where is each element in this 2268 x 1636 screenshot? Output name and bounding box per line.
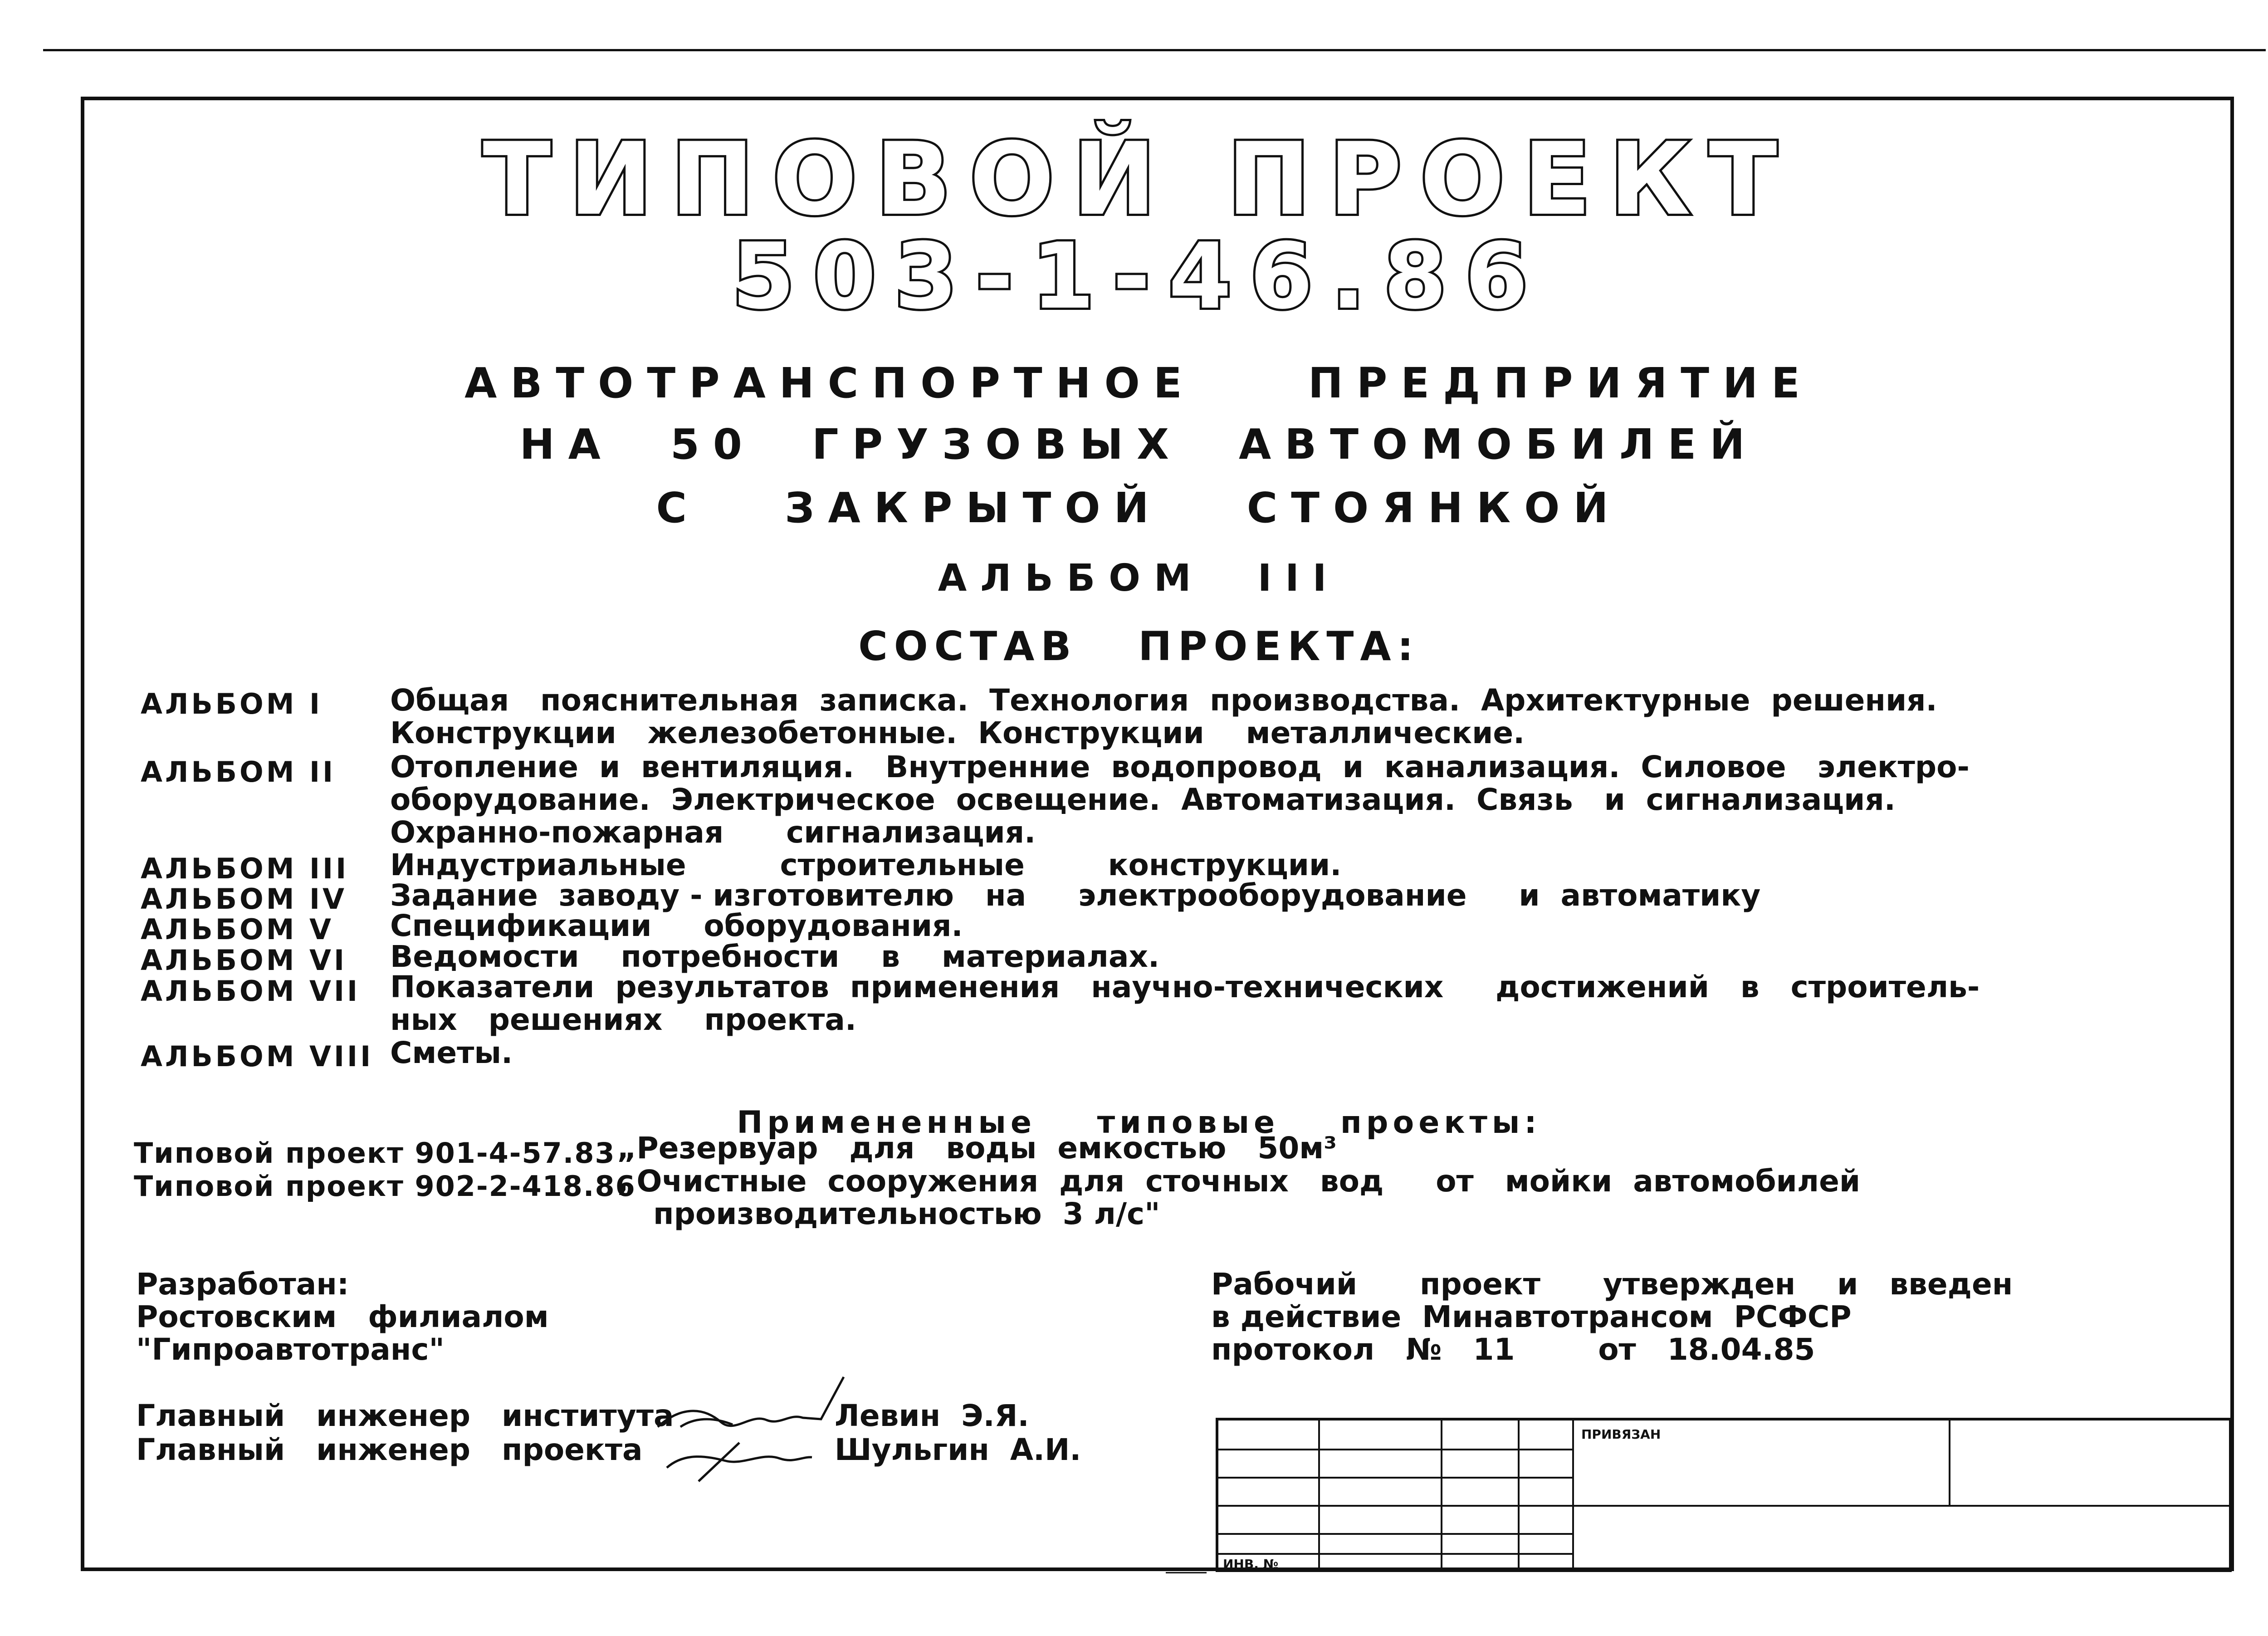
album-label: АЛЬБОМ I: [141, 687, 323, 720]
heading-line-2: НА 50 ГРУЗОВЫХ АВТОМОБИЛЕЙ: [519, 420, 1759, 469]
heading-line-3: С ЗАКРЫТОЙ СТОЯНКОЙ: [656, 484, 1622, 532]
signature-role: Главный инженер института: [136, 1398, 674, 1433]
developer-line: "Гипроавтотранс": [136, 1332, 445, 1367]
album-line: Охранно-пожарная сигнализация.: [390, 815, 1036, 850]
applied-project-label: Типовой проект 901-4-57.83: [134, 1136, 616, 1170]
applied-heading: Примененные типовые проекты:: [737, 1105, 1541, 1141]
developer-line: Разработан:: [136, 1267, 349, 1302]
applied-project-label: Типовой проект 902-2-418.86: [134, 1170, 636, 1203]
heading-album: АЛЬБОМ III: [938, 557, 1340, 600]
album-label: АЛЬБОМ III: [141, 852, 349, 885]
signature-role: Главный инженер проекта: [136, 1432, 643, 1467]
album-label: АЛЬБОМ IV: [141, 882, 347, 916]
album-line: Индустриальные строительные конструкции.: [390, 847, 1342, 882]
album-line: Спецификации оборудования.: [390, 908, 963, 943]
stamp-inventory-label: ИНВ. №: [1223, 1557, 1279, 1572]
approval-line: протокол № 11 от 18.04.85: [1211, 1332, 1815, 1367]
stamp-attached-label: ПРИВЯЗАН: [1581, 1427, 1661, 1442]
album-line: Конструкции железобетонные. Конструкции металлические.: [390, 715, 1525, 750]
applied-project-line: „Резервуар для воды емкостью 50м³: [617, 1131, 1337, 1166]
album-label: АЛЬБОМ VI: [141, 944, 347, 977]
top-rule: [43, 49, 2266, 51]
approval-line: Рабочий проект утвержден и введен: [1211, 1267, 2013, 1302]
album-line: Общая пояснительная записка. Технология производства. Архитектурные решения.: [390, 683, 1937, 718]
signature-name: Шульгин А.И.: [835, 1432, 1081, 1467]
composition-heading: СОСТАВ ПРОЕКТА:: [858, 623, 1420, 670]
approval-line: в действие Минавтотрансом РСФСР: [1211, 1299, 1852, 1334]
stray-mark: [1166, 1572, 1207, 1573]
title-line-1: ТИПОВОЙ ПРОЕКТ: [483, 121, 1795, 237]
album-line: Ведомости потребности в материалах.: [390, 939, 1160, 974]
heading-line-1: АВТОТРАНСПОРТНОЕ ПРЕДПРИЯТИЕ: [464, 359, 1813, 407]
applied-project-line: производительностью 3 л/с": [653, 1196, 1160, 1231]
album-line: Отопление и вентиляция. Внутренние водопровод и канализация. Силовое электро-: [390, 749, 1970, 784]
album-line: Сметы.: [390, 1035, 513, 1070]
album-label: АЛЬБОМ VII: [141, 975, 361, 1008]
handwritten-signature: [653, 1375, 848, 1484]
developer-line: Ростовским филиалом: [136, 1299, 549, 1334]
album-line: Задание заводу - изготовителю на электрооборудование и автоматику: [390, 878, 1761, 913]
album-line: оборудование. Электрическое освещение. Автоматизация. Связь и сигнализация.: [390, 782, 1896, 817]
album-line: Показатели результатов применения научно-технических достижений в строитель-: [390, 970, 1980, 1004]
title-project-number: 503-1-46.86: [732, 224, 1546, 329]
album-label: АЛЬБОМ V: [141, 913, 334, 946]
signature-name: Левин Э.Я.: [835, 1398, 1029, 1433]
title-block-stamp: [1216, 1418, 2232, 1572]
applied-project-line: „Очистные сооружения для сточных вод от мойки автомобилей: [617, 1164, 1861, 1199]
album-line: ных решениях проекта.: [390, 1002, 856, 1037]
album-label: АЛЬБОМ II: [141, 755, 336, 789]
album-label: АЛЬБОМ VIII: [141, 1040, 374, 1073]
